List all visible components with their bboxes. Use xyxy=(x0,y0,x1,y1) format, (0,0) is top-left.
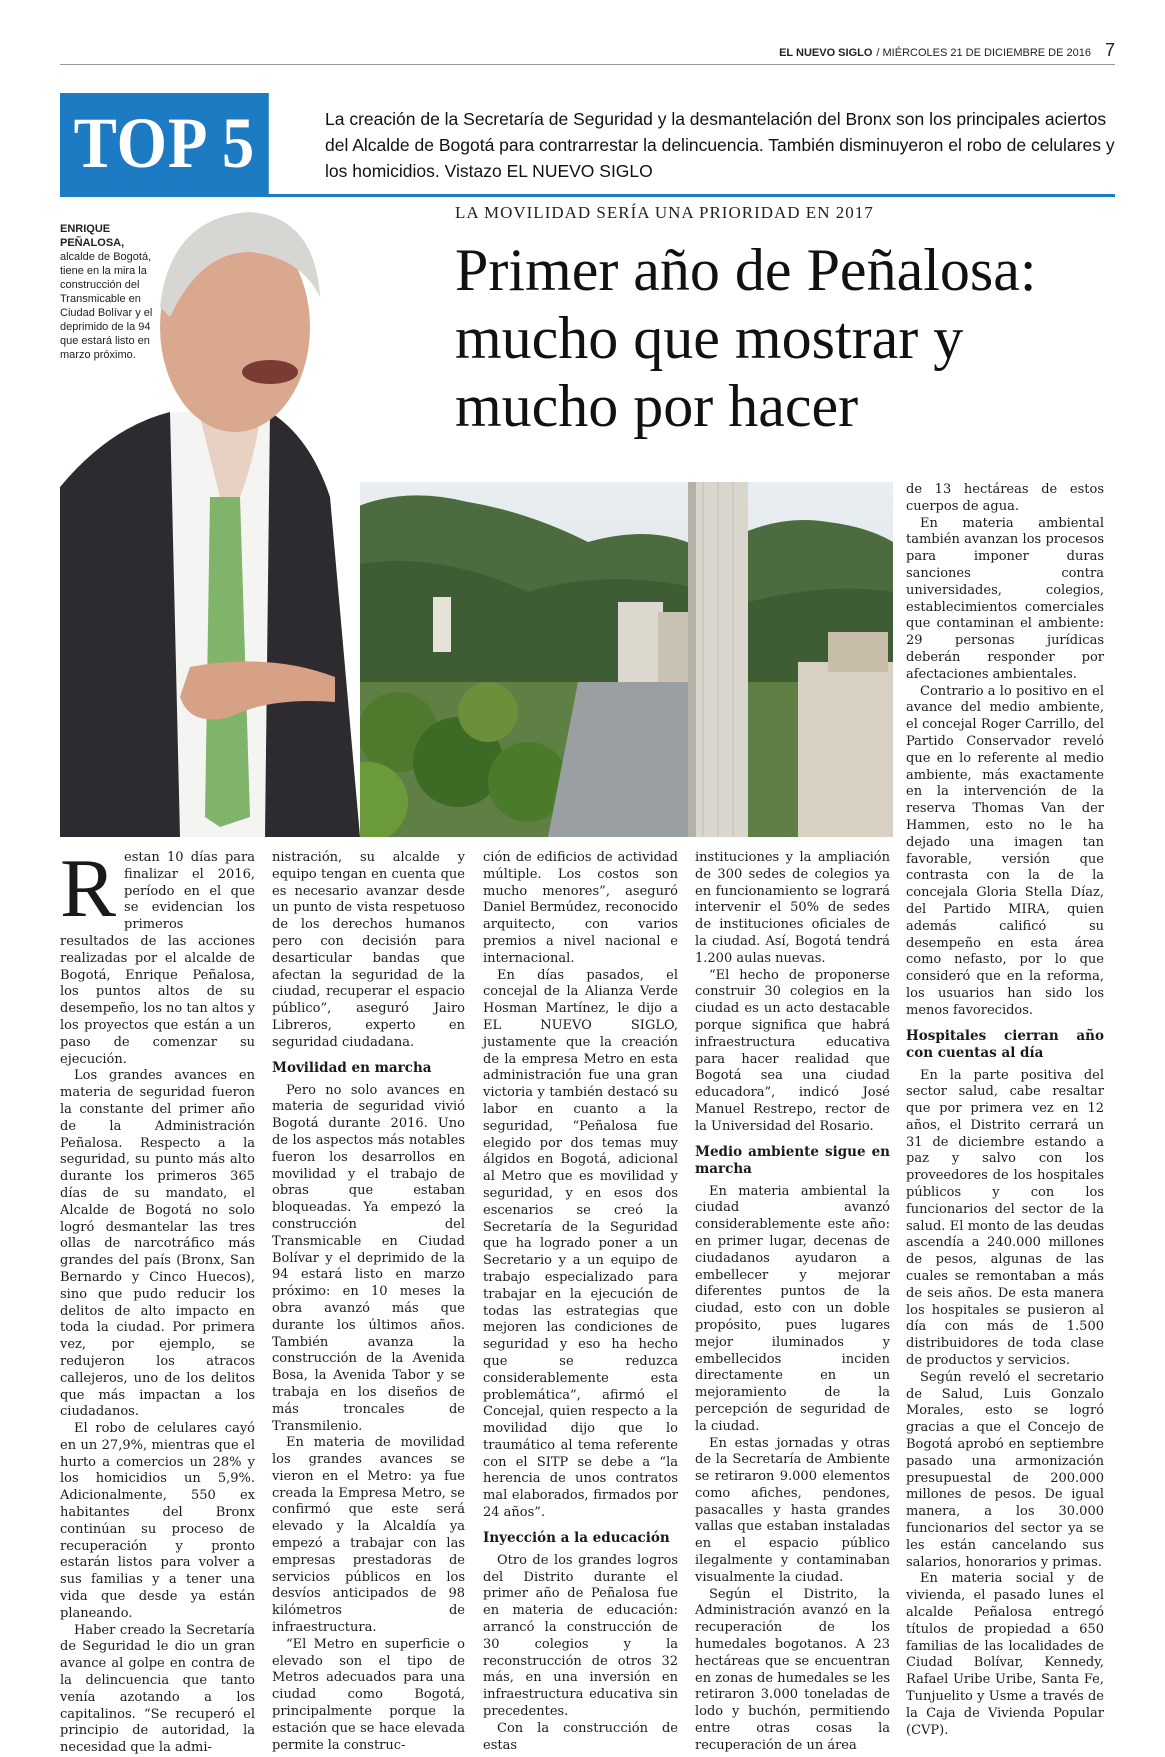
paragraph: En la parte positiva del sector salud, cabe resaltar que por primera vez en 12 años, el Distrito cerrará un 31 de diciembre estando a paz y salvo con los proveedores de los hospitales públicos y con los funcionarios del sector de la salud. El monto de las deudas ascendía a 240.000 millones de pesos, algunas de las cuales se remontaban a más de seis años. De esta manera los hospitales se pusieron al día con más de 1.500 distribuidores de toda clase de productos y servicios. xyxy=(906,1067,1104,1369)
paragraph: En materia ambiental también avanzan los procesos para imponer duras sanciones contra universidades, colegios, establecimientos comerciales que contaminan el ambiente: 29 personas jurídicas deberán responder por afectaciones ambientales. xyxy=(906,515,1104,682)
paragraph: Los grandes avances en materia de seguridad fueron la constante del primer año de la Administración Peñalosa. Respecto a la seguridad, su punto más alto durante los primeros 365 días de su mandato, el Alcalde de Bogotá no solo logró desmantelar las tres ollas de narcotráfico más grandes del país (Bronx, San Bernardo y Cinco Huecos), sino que pudo reducir los delitos de alto impacto en toda la ciudad. Por primera vez, por ejemplo, se redujeron los atracos callejeros, uno de los delitos que más impactan a los ciudadanos. xyxy=(60,1068,255,1420)
article-column-4 xyxy=(695,850,890,1753)
subhead-ambiente: Medio ambiente sigue en marcha xyxy=(695,1143,890,1177)
deck-text: La creación de la Secretaría de Seguridad y la desmantelación del Bronx son los principales aciertos del Alcalde de Bogotá para contrarrestar la delincuencia. También disminuyeron el robo de celulares y los homicidios. Vistazo EL NUEVO SIGLO xyxy=(325,109,1115,181)
issue-date: / MIÉRCOLES 21 DE DICIEMBRE DE 2016 xyxy=(876,47,1091,59)
paragraph: Otro de los grandes logros del Distrito durante el primer año de Peñalosa fue en materia de educación: arrancó la construcción de 30 colegios y la reconstrucción de otros 32 más, en una inversión en infraestructura educativa sin precedentes. xyxy=(483,1552,678,1720)
paragraph: Pero no solo avances en materia de seguridad vivió Bogotá durante 2016. Uno de los aspectos más notables fueron los desarrollos en movilidad y el trabajo de obras que estaban bloqueadas. Ya empezó la construcción del Transmicable en Ciudad Bolívar y el deprimido de la 94 estará listo en marzo próximo: en 10 meses la obra avanzó más que durante los últimos años. También avanza la construcción de la Avenida Bosa, la Avenida Tabor y se trabaja en los diseños de más troncales de Transmilenio. xyxy=(272,1082,465,1434)
subhead-movilidad: Movilidad en marcha xyxy=(272,1059,432,1076)
caption-name: ENRIQUE PEÑALOSA, xyxy=(60,223,125,249)
headline: Primer año de Peñalosa: mucho que mostrar y mucho por hacer xyxy=(455,237,1037,439)
paragraph: ción de edificios de actividad múltiple. Los costos son mucho menores”, aseguró Daniel Bermúdez, reconocido arquitecto, con varios premios a nivel nacional e internacional. xyxy=(483,850,678,966)
caption-text: alcalde de Bogotá, tiene en la mira la construcción del Transmicable en Ciudad Bolívar y el deprimido de la 94 que estará listo en marzo próximo. xyxy=(60,251,153,361)
article-column-5 xyxy=(906,482,1104,1738)
section-banner: TOP 5 xyxy=(60,93,269,194)
paragraph: Según reveló el secretario de Salud, Luis Gonzalo Morales, esto se logró gracias a que el Concejo de Bogotá aprobó en septiembre pasado una armonización presupuestal de 200.000 millones de pesos. De igual manera, a los 30.000 funcionarios del sector ya se les están cancelando sus salarios, honorarios y primas. xyxy=(906,1369,1104,1570)
paragraph: En estas jornadas y otras de la Secretaría de Ambiente se retiraron 9.000 elementos como afiches, pendones, pasacalles y hasta grandes vallas que estaban instaladas en el espacio público ilegalmente y contaminaban visualmente la ciudad. xyxy=(695,1435,890,1585)
paragraph: Según el Distrito, la Administración avanzó en la recuperación de los humedales bogotanos. A 23 hectáreas que se encuentran en zonas de humedales se les retiraron 3.000 toneladas de lodo y buchón, permitiendo entre otras cosas la recuperación de un área xyxy=(695,1586,890,1753)
paragraph: Contrario a lo positivo en el avance del medio ambiente, el concejal Roger Carrillo, del Partido Conservador reveló que en lo referente al medio ambiente, más exactamente en la intervención de la reserva Thomas Van der Hammen, esto no le ha dejado una imagen tan favorable, versión que contrasta con la de la concejala Gloria Stella Díaz, del Partido MIRA, quien además calificó su desempeño en esta área como nefasto, por lo que consideró que en la reforma, los usuarios han sido los menos favorecidos. xyxy=(906,683,1104,1018)
article-column-1 xyxy=(60,842,255,1756)
city-photo xyxy=(328,482,893,837)
paragraph: de 13 hectáreas de estos cuerpos de agua. xyxy=(906,482,1104,514)
subhead-hospitales: Hospitales cierran año con cuentas al día xyxy=(906,1027,1104,1061)
paragraph: Con la construcción de estas xyxy=(483,1720,678,1753)
subhead-educacion: Inyección a la educación xyxy=(483,1529,670,1546)
page-number: 7 xyxy=(1104,40,1115,60)
paragraph: “El hecho de proponerse construir 30 colegios en la ciudad es un acto destacable porque significa que habrá infraestructura educativa para hacer realidad que Bogotá sea una ciudad educadora”, indicó José Manuel Restrepo, rector de la Universidad del Rosario. xyxy=(695,967,890,1134)
article-column-2 xyxy=(272,850,465,1753)
top-rule xyxy=(60,64,1115,65)
paragraph: En materia social y de vivienda, el pasado lunes el alcalde Peñalosa entregó títulos de propiedad a 650 familias de las localidades de Ciudad Bolívar, Kennedy, Rafael Uribe Uribe, Santa Fe, Tunjuelito y Usme a través de la Caja de Vivienda Popular (CVP). xyxy=(906,1571,1104,1738)
drop-cap: R xyxy=(60,842,117,935)
paragraph: “El Metro en superficie o elevado son el tipo de Metros adecuados para una ciudad como Bogotá, principalmente porque la estación que se hace elevada permite la construc- xyxy=(272,1636,465,1753)
paragraph: El robo de celulares cayó en un 27,9%, mientras que el hurto a comercios un 28% y los homicidios un 5,9%. Adicionalmente, 550 ex habitantes del Bronx continúan su proceso de recuperación y pronto estarán listos para volver a sus familias y a tener una vida que desde ya están planeando. xyxy=(60,1421,255,1621)
kicker: LA MOVILIDAD SERÍA UNA PRIORIDAD EN 2017 xyxy=(455,203,874,222)
paragraph: En materia de movilidad los grandes avances se vieron en el Metro: ya fue creada la Empresa Metro, se confirmó que este será elevado y la Alcaldía ya empezó a trabajar con las empresas prestadoras de servicios públicos en los desvíos anticipados de 98 kilómetros de infraestructura. xyxy=(272,1435,465,1636)
paragraph: En días pasados, el concejal de la Alianza Verde Hosman Martínez, le dijo a EL NUEVO SIGLO, justamente que la creación de la empresa Metro en esta administración fue una gran victoria y también destacó su labor en cuanto a la seguridad, “Peñalosa fue elegido por dos temas muy álgidos en Bogotá, adicional al Metro que es movilidad y seguridad, y en esos dos escenarios se creó la Secretaría de la Seguridad que ha logrado poner a un Secretario y a un equipo de trabajo especializado para trabajar en la ejecución de todas las estrategias que mejoren las condiciones de seguridad y eso ha hecho que se reduzca considerablemente esta problemática”, afirmó el Concejal, quien respecto a la movilidad dijo que lo traumático al tema referente con el SITP se debe a “la herencia de unos contratos mal elaborados, firmados por 24 años”. xyxy=(483,967,678,1521)
paragraph: estan 10 días para finalizar el 2016, período en el que se evidencian los primeros resultados de las acciones realizadas por el alcalde de Bogotá, Enrique Peñalosa, los puntos altos de su desempeño, los no tan altos y los proyectos que están a un paso de comenzar su ejecución. xyxy=(60,850,255,1067)
paragraph: nistración, su alcalde y equipo tengan en cuenta que es necesario avanzar desde un punto de vista respetuoso de los derechos humanos pero con decisión para desarticular bandas que afectan la seguridad de la ciudad, recuperar el espacio público”, aseguró Jairo Libreros, experto en seguridad ciudadana. xyxy=(272,850,465,1050)
newspaper-name: EL NUEVO SIGLO xyxy=(779,47,873,59)
paragraph: instituciones y la ampliación de 300 sedes de colegios ya en funcionamiento se logrará intervenir el 50% de sedes de instituciones oficiales de la ciudad. Así, Bogotá tendrá 1.200 aulas nuevas. xyxy=(695,850,890,966)
paragraph: Haber creado la Secretaría de Seguridad le dio un gran avance al golpe en contra de la delincuencia que tanto venía azotando a los capitalinos. “Se recuperó el principio de autoridad, la necesidad que la admi- xyxy=(60,1622,255,1756)
masthead xyxy=(779,40,1115,61)
photo-caption xyxy=(60,222,162,362)
paragraph: En materia ambiental la ciudad avanzó considerablemente este año: en primer lugar, decenas de ciudadanos ayudaron a embellecer y mejorar diferentes puntos de la ciudad, esto con un doble propósito, pues lugares mejor iluminados y embellecidos inciden directamente en un mejoramiento de la percepción de seguridad de la ciudad. xyxy=(695,1183,890,1434)
article-column-3 xyxy=(483,850,678,1753)
